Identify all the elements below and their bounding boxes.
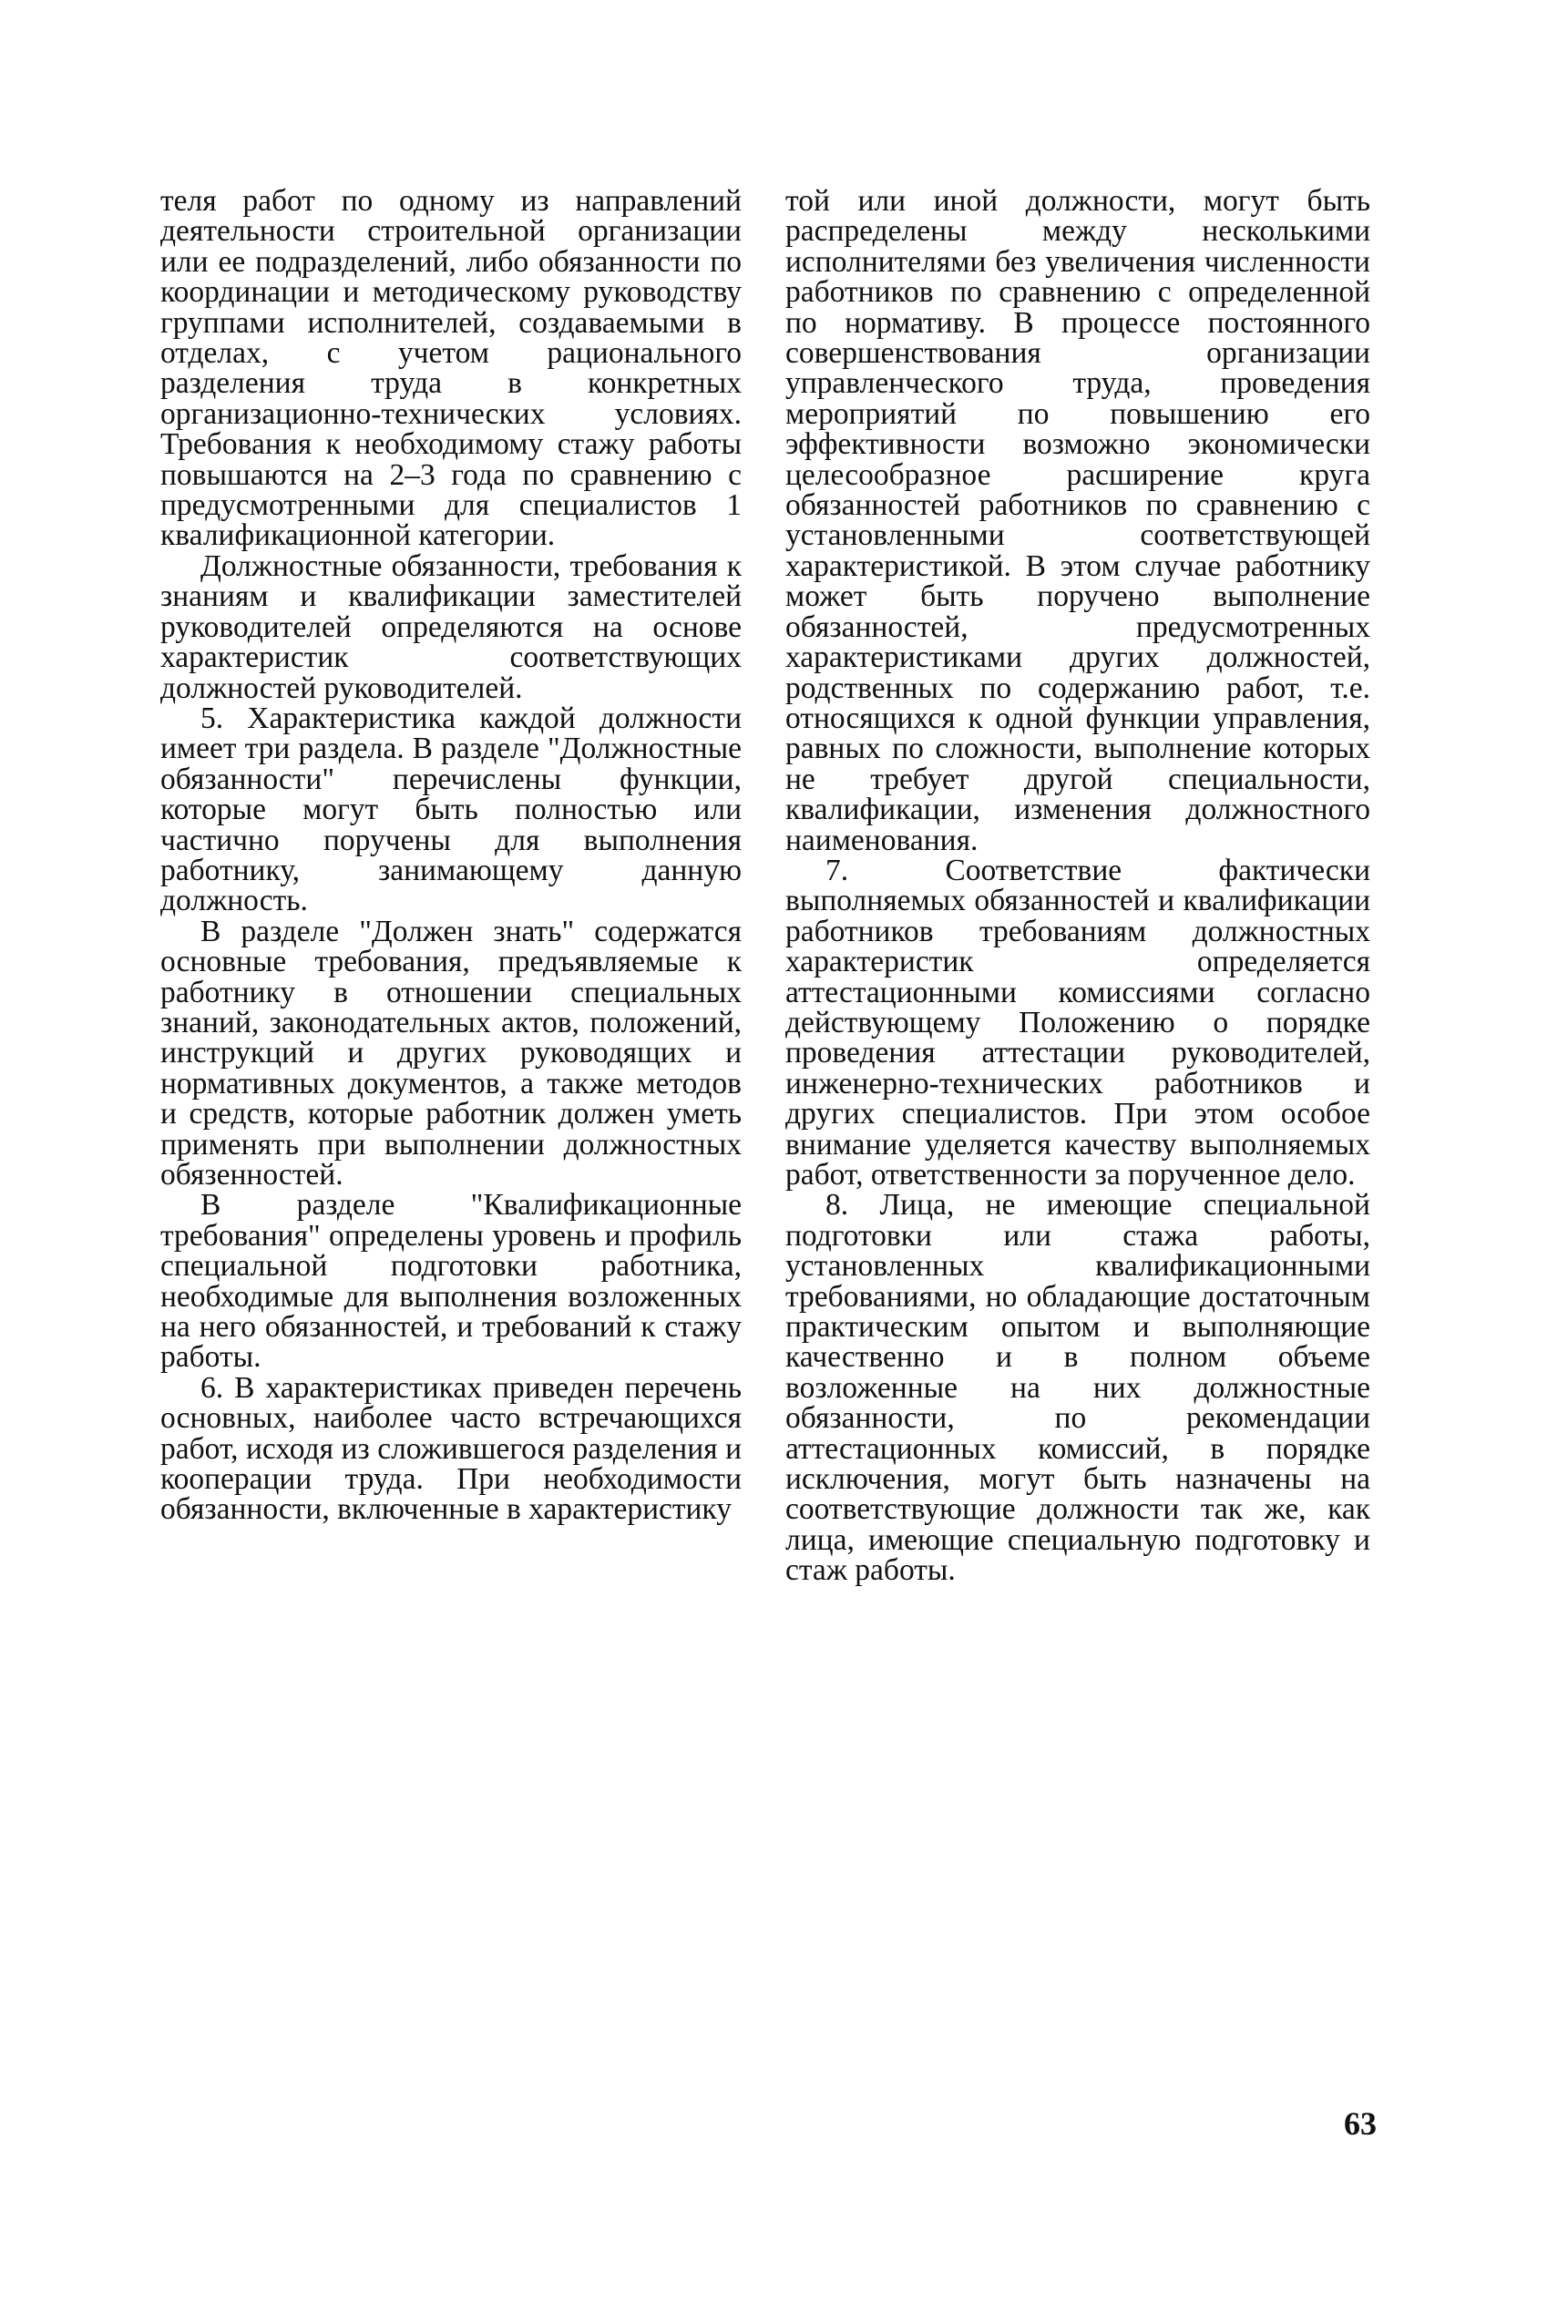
page-number: 63 — [1344, 2105, 1377, 2142]
right-column — [785, 186, 1370, 1586]
paragraph: Должностные обязанности, требования к знаниям и квалификации заместителей руководителей определяются на основе характеристик соответствующих должностей руководителей. — [160, 548, 742, 705]
paragraph: теля работ по одному из направлений деятельности строительной организации или ее подразделений, либо обязанности по координации и методическому руководству группами исполнителей, создаваемыми в отделах, с учетом рационального разделения труда в конкретных организационно-технических условиях. Требования к необходимому стажу работы повышаются на 2–3 года по сравнению с предусмотренными для специалистов 1 квалификационной категории. — [160, 184, 742, 553]
paragraph: той или иной должности, могут быть распределены между несколькими исполнителями без увеличения численности работников по сравнению с определенной по нормативу. В процессе постоянного совершенствования организации управленческого труда, проведения мероприятий по повышению его эффективности возможно экономически целесообразное расширение круга обязанностей работников по сравнению с установленными соответствующей характеристикой. В этом случае работнику может быть поручено выполнение обязанностей, предусмотренных характеристиками других должностей, родственных по содержанию работ, т.е. относящихся к одной функции управления, равных по сложности, выполнение которых не требует другой специальности, квалификации, изменения должностного наименования. — [785, 184, 1370, 857]
paragraph: В разделе "Квалификационные требования" определены уровень и профиль специальной подготовки работника, необходимые для выполнения возложенных на него обязанностей, и требований к стажу работы. — [160, 1188, 742, 1375]
paragraph: 6. В характеристиках приведен перечень основных, наиболее часто встречающихся работ, исходя из сложившегося разделения и кооперации труда. При необходимости обязанности, включенные в характеристику — [160, 1370, 742, 1527]
paragraph: 5. Характеристика каждой должности имеет три раздела. В разделе "Должностные обязанности" перечислены функции, которые могут быть полностью или частично поручены для выполнения работнику, занимающему данную должность. — [160, 701, 742, 918]
paragraph: В разделе "Должен знать" содержатся основные требования, предъявляемые к работнику в отношении специальных знаний, законодательных актов, положений, инструкций и других руководящих и нормативных документов, а также методов и средств, которые работник должен уметь применять при выполнении должностных обязенностей. — [160, 914, 742, 1192]
left-column — [160, 186, 742, 1525]
paragraph: 7. Соответствие фактически выполняемых обязанностей и квалификации работников требованиям должностных характеристик определяется аттестационными комиссиями согласно действующему Положению о порядке проведения аттестации руководителей, инженерно-технических работников и других специалистов. При этом особое внимание уделяется качеству выполняемых работ, ответственности за порученное дело. — [785, 853, 1370, 1192]
paragraph: 8. Лица, не имеющие специальной подготовки или стажа работы, установленных квалификационными требованиями, но обладающие достаточным практическим опытом и выполняющие качественно и в полном объеме возложенные на них должностные обязанности, по рекомендации аттестационных комиссий, в порядке исключения, могут быть назначены на соответствующие должности так же, как лица, имеющие специальную подготовку и стаж работы. — [785, 1188, 1370, 1588]
